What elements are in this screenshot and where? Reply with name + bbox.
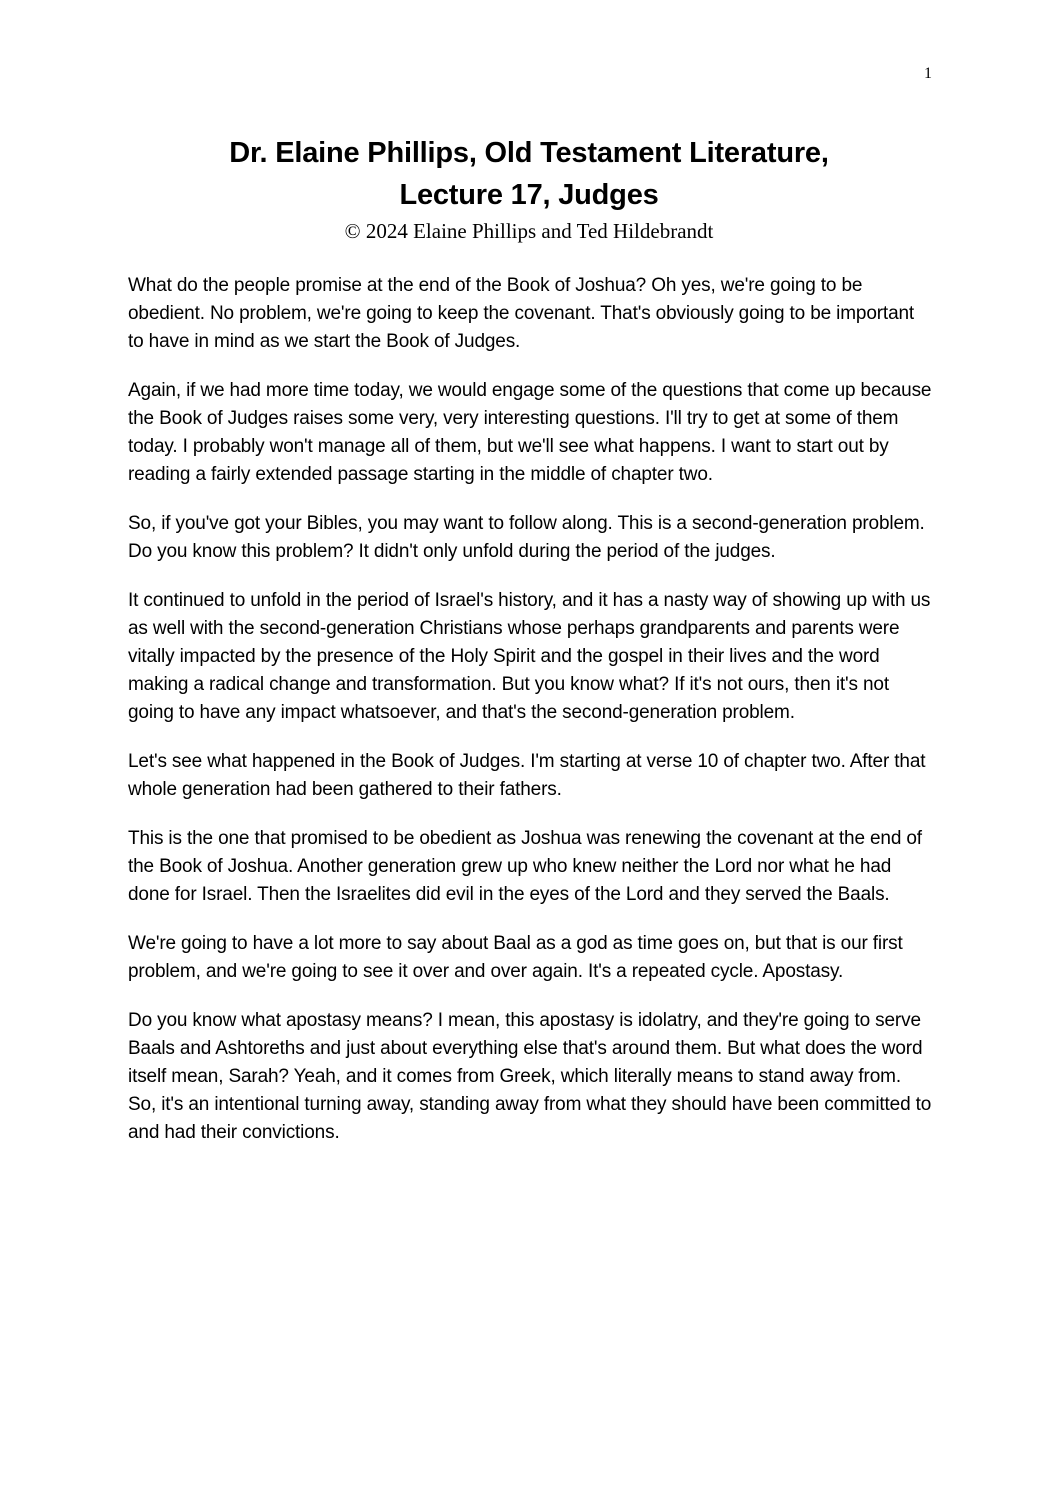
paragraph-4: It continued to unfold in the period of Israel's history, and it has a nasty way of showing up with us as well with the second-generation Christians whose perhaps grandparents and parents were vitally impacted by the presence of the Holy Spirit and the gospel in their lives and the word making a radical change and transformation. But you know what? If it's not ours, then it's not going to have any impact whatsoever, and that's the second-generation problem. xyxy=(128,590,931,723)
body-text xyxy=(128,272,934,1168)
paragraph-1: What do the people promise at the end of the Book of Joshua? Oh yes, we're going to be obedient. No problem, we're going to keep the covenant. That's obviously going to be important to have in mind as we start the Book of Judges. xyxy=(128,275,915,352)
paragraph-8: Do you know what apostasy means? I mean, this apostasy is idolatry, and they're going to serve Baals and Ashtoreths and just about everything else that's around them. But what does the word itself mean, Sarah? Yeah, and it comes from Greek, which literally means to stand away from. So, it's an intentional turning away, standing away from what they should have been committed to and had their convictions. xyxy=(128,1010,932,1143)
paragraph-5: Let's see what happened in the Book of Judges. I'm starting at verse 10 of chapter two. After that whole generation had been gathered to their fathers. xyxy=(128,751,926,800)
title-line-1: Dr. Elaine Phillips, Old Testament Literature, xyxy=(229,137,829,169)
paragraph-6: This is the one that promised to be obedient as Joshua was renewing the covenant at the end of the Book of Joshua. Another generation grew up who knew neither the Lord nor what he had done for Israel. Then the Israelites did evil in the eyes of the Lord and they served the Baals. xyxy=(128,828,922,905)
paragraph-2: Again, if we had more time today, we would engage some of the questions that come up because the Book of Judges raises some very, very interesting questions. I'll try to get at some of them today. I probably won't manage all of them, but we'll see what happens. I want to start out by reading a fairly extended passage starting in the middle of chapter two. xyxy=(128,380,932,485)
title-block xyxy=(100,132,958,244)
document-title xyxy=(100,132,958,216)
page-number: 1 xyxy=(924,65,932,82)
paragraph-3: So, if you've got your Bibles, you may want to follow along. This is a second-generation problem. Do you know this problem? It didn't only unfold during the period of the judges. xyxy=(128,513,925,562)
title-line-2: Lecture 17, Judges xyxy=(399,179,659,211)
copyright-line: © 2024 Elaine Phillips and Ted Hildebrandt xyxy=(344,219,714,243)
paragraph-7: We're going to have a lot more to say about Baal as a god as time goes on, but that is our first problem, and we're going to see it over and over again. It's a repeated cycle. Apostasy. xyxy=(128,933,903,982)
